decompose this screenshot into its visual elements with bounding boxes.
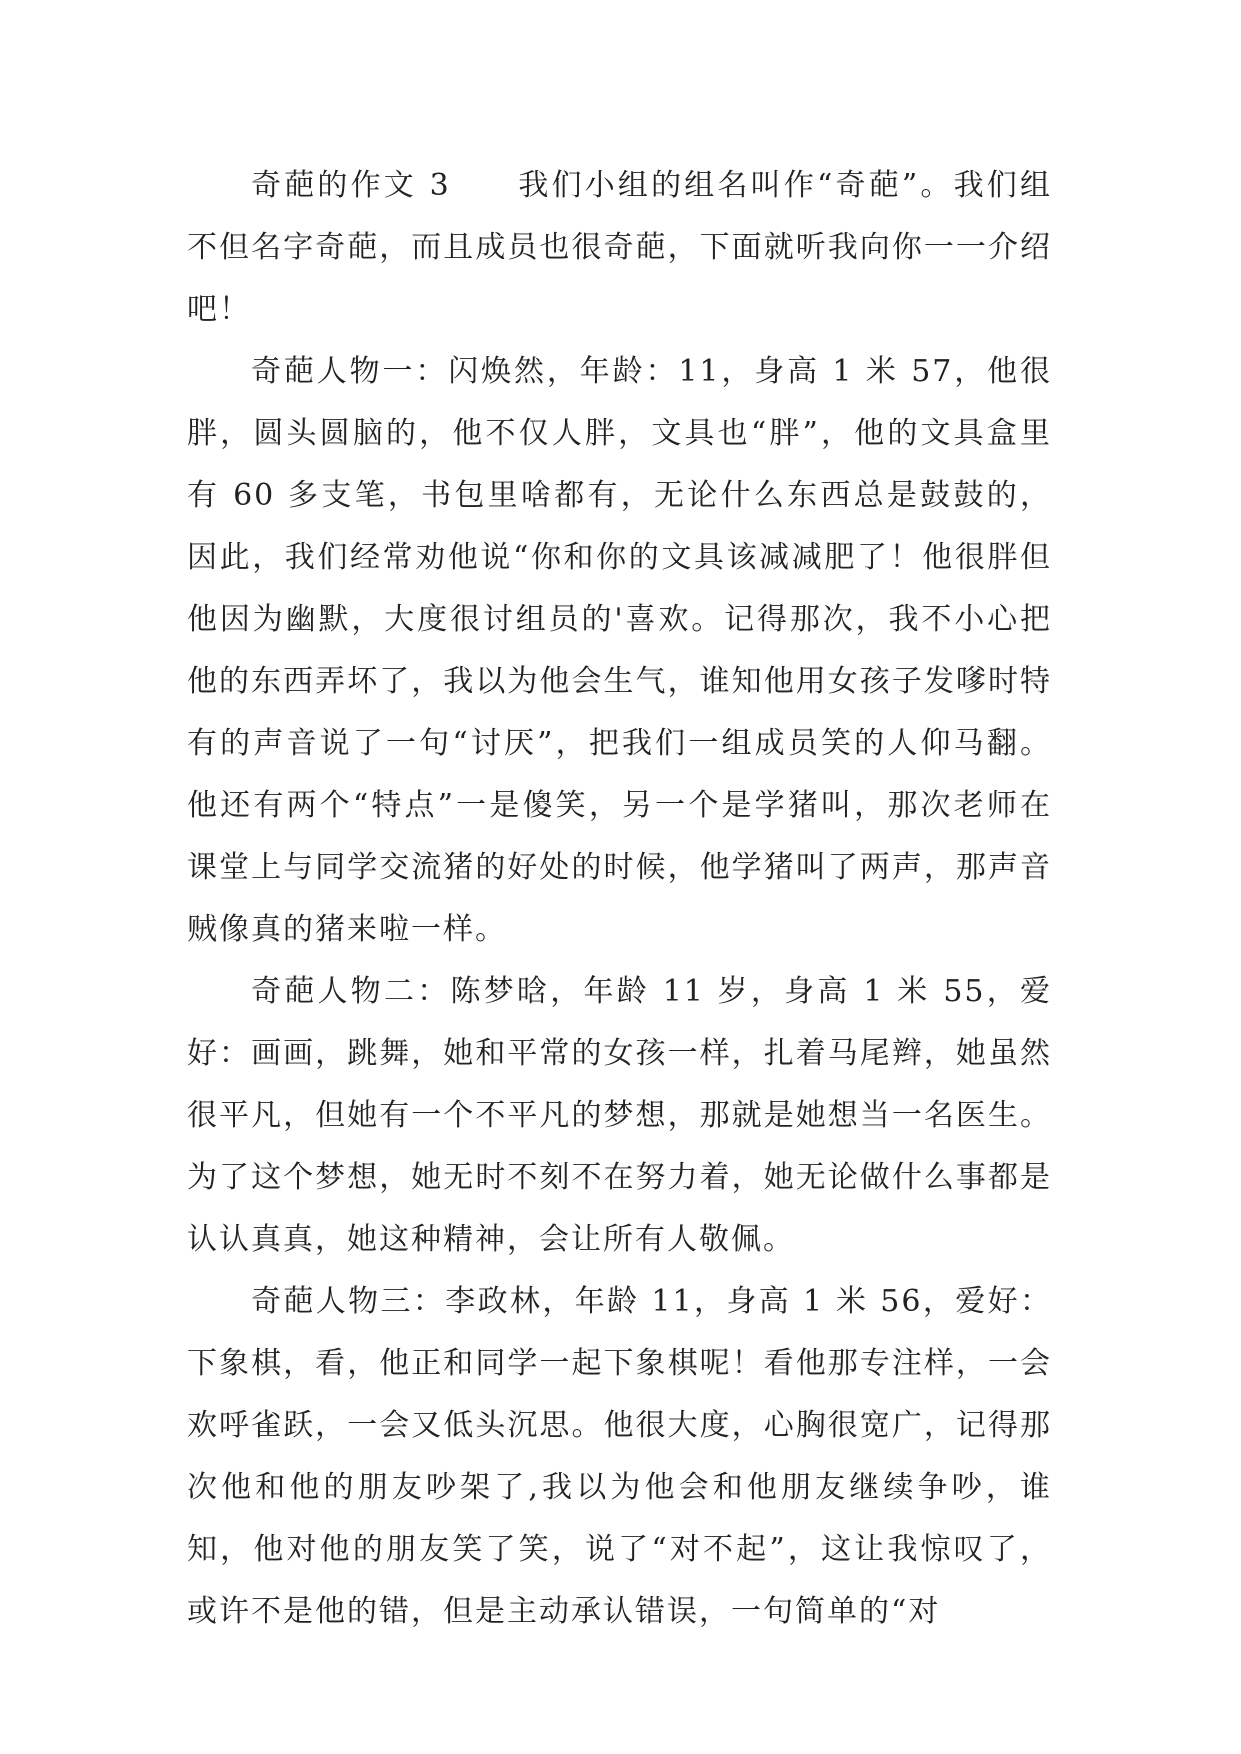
paragraph-person-two: 奇葩人物二：陈梦晗，年龄 11 岁，身高 1 米 55，爱好：画画，跳舞，她和平常的女孩一样，扎着马尾辫，她虽然很平凡，但她有一个不平凡的梦想，那就是她想当一名医生。为了这个梦想，她无时不刻不在努力着，她无论做什么事都是认认真真，她这种精神，会让所有人敬佩。	[187, 974, 1052, 1257]
paragraph-person-one: 奇葩人物一：闪焕然，年龄：11，身高 1 米 57，他很胖，圆头圆脑的，他不仅人胖，文具也“胖”，他的文具盒里有 60 多支笔，书包里啥都有，无论什么东西总是鼓鼓的，因此，我们经常劝他说“你和你的文具该减减肥了！他很胖但他因为幽默，大度很讨组员的'喜欢。记得那次，我不小心把他的东西弄坏了，我以为他会生气，谁知他用女孩子发嗲时特有的声音说了一句“讨厌”，把我们一组成员笑的人仰马翻。他还有两个“特点”一是傻笑，另一个是学猪叫，那次老师在课堂上与同学交流猪的好处的时候，他学猪叫了两声，那声音贼像真的猪来啦一样。	[187, 354, 1052, 947]
paragraph-intro: 奇葩的作文 3 我们小组的组名叫作“奇葩”。我们组不但名字奇葩，而且成员也很奇葩，下面就听我向你一一介绍吧！	[187, 168, 1052, 327]
document-body	[187, 155, 1052, 1643]
paragraph-person-three: 奇葩人物三：李政林，年龄 11，身高 1 米 56，爱好：下象棋，看，他正和同学一起下象棋呢！看他那专注样，一会欢呼雀跃，一会又低头沉思。他很大度，心胸很宽广，记得那次他和他的朋友吵架了,我以为他会和他朋友继续争吵，谁知，他对他的朋友笑了笑，说了“对不起”，这让我惊叹了，或许不是他的错，但是主动承认错误，一句简单的“对	[187, 1284, 1052, 1629]
